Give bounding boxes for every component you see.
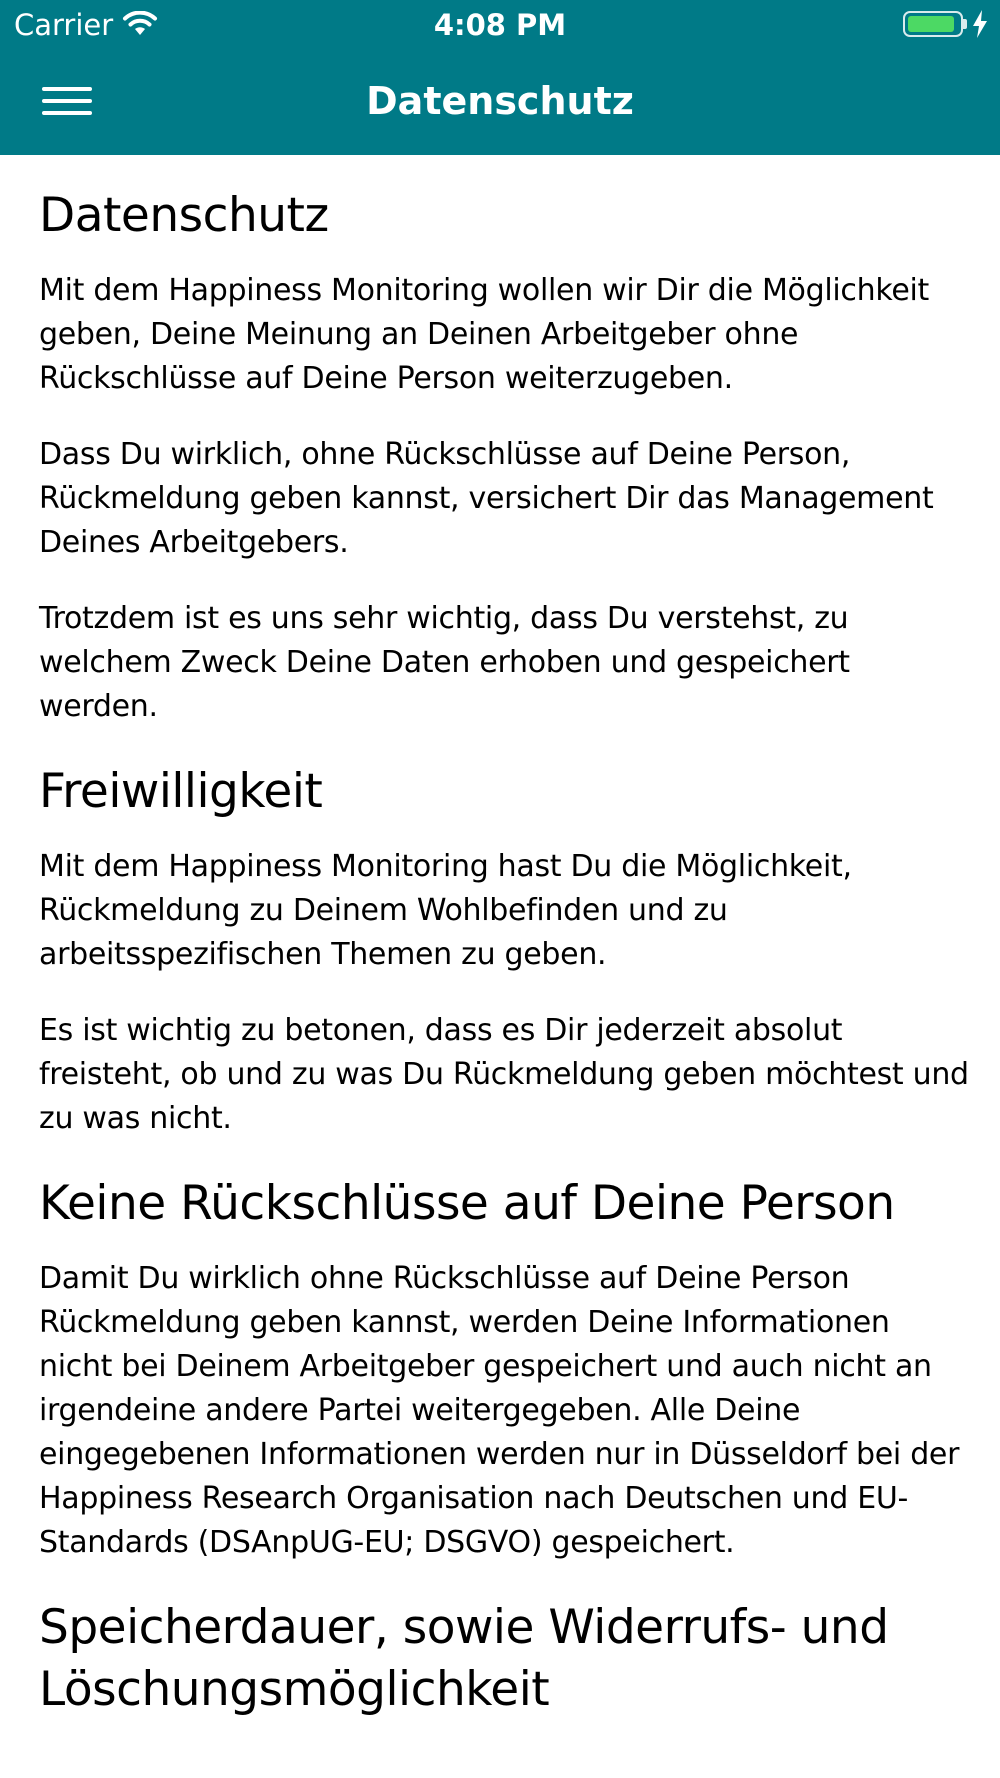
charging-bolt-icon <box>971 9 989 39</box>
section-heading: Freiwilligkeit <box>39 764 323 819</box>
section-heading: Keine Rückschlüsse auf Deine Person <box>39 1176 895 1231</box>
status-time: 4:08 PM <box>433 8 567 42</box>
paragraph: Mit dem Happiness Monitoring wollen wir Dir die Möglichkeit geben, Deine Meinung an Deinen Arbeitgeber ohne Rückschlüsse auf Deine Person weiterzugeben. <box>39 273 929 396</box>
battery-cap <box>963 19 967 29</box>
section-heading: Datenschutz <box>39 188 329 243</box>
section-datenschutz <box>39 185 969 729</box>
status-bar <box>0 0 1000 50</box>
app-header <box>0 0 1000 155</box>
privacy-content[interactable] <box>39 155 969 1743</box>
section-speicherdauer <box>39 1597 969 1721</box>
battery-icon <box>903 11 963 37</box>
paragraph: Trotzdem ist es uns sehr wichtig, dass Du verstehst, zu welchem Zweck Deine Daten erhoben und gespeichert werden. <box>39 601 850 724</box>
nav-title: Datenschutz <box>366 79 634 123</box>
section-heading: Speicherdauer, sowie Widerrufs- und Löschungsmöglichkeit <box>39 1600 889 1717</box>
section-freiwilligkeit <box>39 761 969 1141</box>
paragraph: Damit Du wirklich ohne Rückschlüsse auf Deine Person Rückmeldung geben kannst, werden Deine Informationen nicht bei Deinem Arbeitgeber gespeichert und auch nicht an irgendeine andere Partei weitergegeben. Alle Deine eingegebenen Informationen werden nur in Düsseldorf bei der Happiness Research Organisation nach Deutschen und EU-Standards (DSAnpUG-EU; DSGVO) gespeichert. <box>39 1261 960 1560</box>
paragraph: Es ist wichtig zu betonen, dass es Dir jederzeit absolut freisteht, ob und zu was Du Rückmeldung geben möchtest und zu was nicht. <box>39 1013 969 1136</box>
battery-level <box>908 16 954 32</box>
paragraph: Dass Du wirklich, ohne Rückschlüsse auf Deine Person, Rückmeldung geben kannst, versichert Dir das Management Deines Arbeitgebers. <box>39 437 934 560</box>
carrier-label: Carrier <box>14 8 114 42</box>
navigation-bar <box>0 50 1000 155</box>
paragraph: Mit dem Happiness Monitoring hast Du die Möglichkeit, Rückmeldung zu Deinem Wohlbefinden und zu arbeitsspezifischen Themen zu geben. <box>39 849 852 972</box>
section-keine-rueckschluesse <box>39 1173 969 1565</box>
